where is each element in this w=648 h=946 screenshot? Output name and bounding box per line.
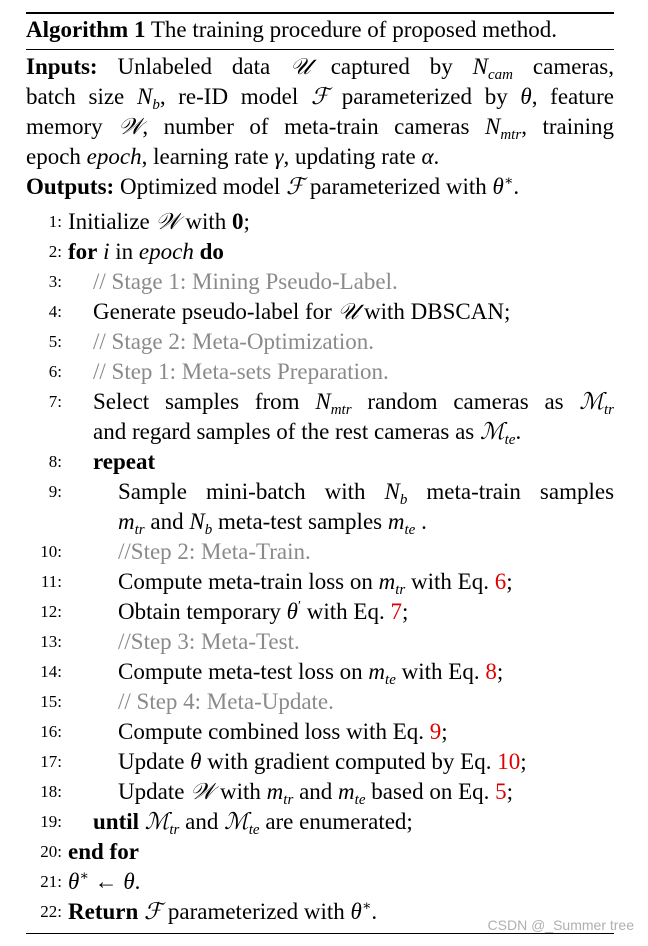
eq-ref-link[interactable]: 6: [494, 569, 507, 594]
step-15: 15: // Step 4: Meta-Update.: [26, 687, 614, 717]
step-20: 20: end for: [40, 839, 139, 864]
step-7-cont: and regard samples of the rest cameras as ℳ$_{te}$.: [93, 419, 522, 448]
comment-step-1: // Step 1: Meta-sets Preparation.: [93, 359, 389, 384]
inputs-block: [26, 52, 614, 202]
step-22: 22: Return ℱ parameterized with θ∗.: [40, 899, 378, 925]
eq-ref-link[interactable]: 8: [485, 659, 497, 684]
step-10: 10: //Step 2: Meta-Train.: [26, 537, 614, 567]
step-8: 8: repeat: [48, 449, 156, 474]
step-19: 19: until ℳ$_{tr}$ and ℳ$_{te}$ are enumerated;: [40, 809, 413, 838]
outputs-line: Outputs: Optimized model ℱ parameterized with θ∗.: [26, 174, 520, 200]
algorithm-label: Algorithm 1: [26, 17, 146, 42]
step-3: 3: // Stage 1: Mining Pseudo-Label.: [26, 267, 614, 297]
inputs-line-4: epoch epoch, learning rate γ, updating rate α.: [26, 144, 440, 169]
step-5: 5: // Stage 2: Meta-Optimization.: [26, 327, 614, 357]
step-2: 2: for i in epoch do: [48, 239, 224, 264]
step-9: 9: Sample mini-batch with $N_b$ meta-train samples: [48, 479, 615, 508]
step-9-cont: $m_{tr}$ and $N_b$ meta-test samples $m_{te}$ .: [118, 509, 427, 538]
step-21: 21: θ∗ ← θ.: [40, 869, 141, 894]
comment-stage-2: // Stage 2: Meta-Optimization.: [93, 329, 375, 354]
step-11: 11: Compute meta-train loss on $m_{tr}$ with Eq. 6;: [40, 569, 513, 598]
step-7: 7: Select samples from $N_{mtr}$ random cameras as ℳ$_{tr}$: [48, 389, 615, 418]
watermark: CSDN @_Summer tree: [487, 917, 634, 933]
eq-ref-link[interactable]: 7: [390, 599, 402, 624]
eq-ref-link[interactable]: 10: [497, 749, 521, 774]
comment-stage-1: // Stage 1: Mining Pseudo-Label.: [93, 269, 398, 294]
bottom-rule: [26, 933, 614, 934]
title-rule: [26, 49, 614, 50]
inputs-line-2: batch size $N_b$, re-ID model ℱ parameterized by θ, feature: [26, 84, 615, 113]
inputs-line-1: Inputs: Unlabeled data 𝒰 captured by $N_{cam}$ cameras,: [26, 54, 614, 83]
algorithm-caption: The training procedure of proposed method.: [150, 17, 558, 42]
step-6: 6: // Step 1: Meta-sets Preparation.: [26, 357, 614, 387]
eq-ref-link[interactable]: 9: [429, 719, 442, 744]
step-1: 1: Initialize 𝒲 with 0;: [48, 209, 250, 235]
comment-step-4: // Step 4: Meta-Update.: [118, 689, 334, 714]
inputs-line-3: memory 𝒲, number of meta-train cameras $N_{mtr}$, training: [26, 114, 615, 143]
step-13: 13: //Step 3: Meta-Test.: [26, 627, 614, 657]
algorithm-title: [26, 15, 557, 45]
eq-ref-link[interactable]: 5: [495, 779, 507, 804]
comment-step-2: //Step 2: Meta-Train.: [118, 539, 311, 564]
step-14: 14: Compute meta-test loss on $m_{te}$ with Eq. 8;: [40, 659, 504, 688]
step-4: 4: Generate pseudo-label for 𝒰 with DBSCAN;: [48, 299, 511, 325]
step-18: 18: Update 𝒲 with $m_{tr}$ and $m_{te}$ based on Eq. 5;: [40, 779, 514, 808]
step-12: 12: Obtain temporary θ′ with Eq. 7;: [40, 599, 409, 624]
top-rule: [26, 12, 614, 14]
step-16: 16: Compute combined loss with Eq. 9;: [40, 719, 448, 744]
step-17: 17: Update θ with gradient computed by Eq. 10;: [40, 749, 527, 774]
comment-step-3: //Step 3: Meta-Test.: [118, 629, 300, 654]
